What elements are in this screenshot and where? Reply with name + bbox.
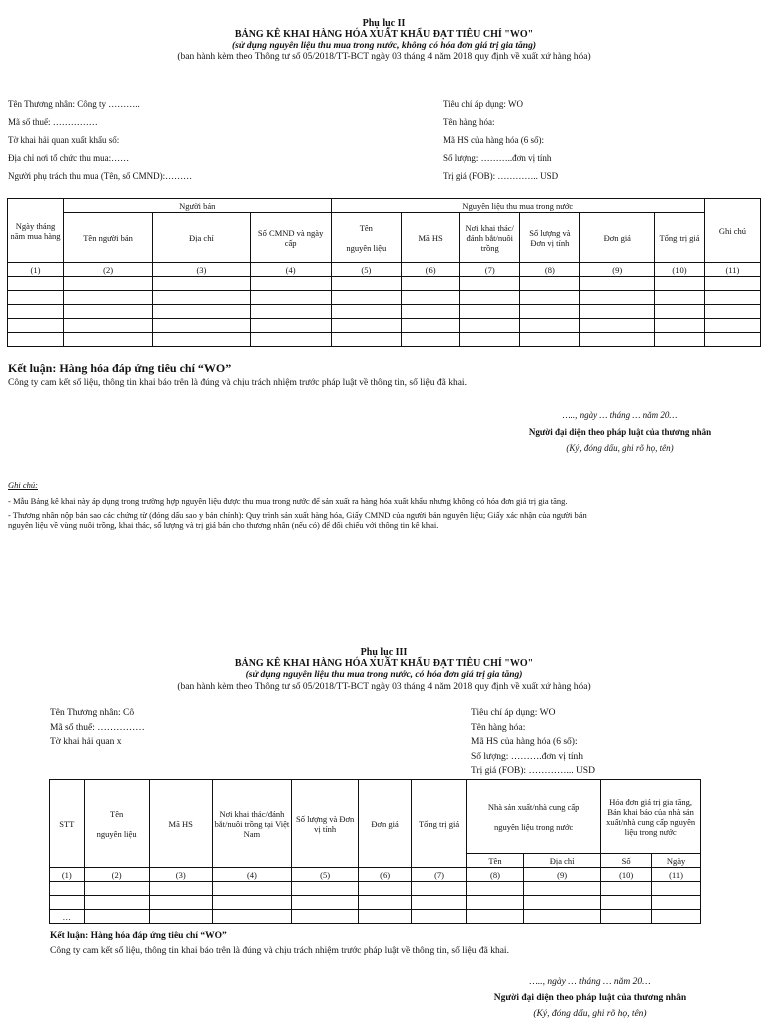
p3-field-hs: Mã HS của hàng hóa (6 số): (471, 737, 578, 747)
p3-h-qty: Số lượng và Đơn vị tính (292, 780, 359, 868)
p2-num: (11) (704, 263, 760, 277)
p2-representative: Người đại diện theo pháp luật của thương nhân (528, 427, 712, 437)
p2-h-material-group: Nguyên liệu thu mua trong nước (331, 199, 704, 213)
table-row (8, 291, 761, 305)
p3-h-nguyen-lieu: nguyên liệu (96, 828, 137, 839)
p3-h-origin: Nơi khai thác/đánh bắt/nuôi trồng tại Việt Nam (212, 780, 291, 868)
p2-h-note: Ghi chú (704, 199, 760, 263)
table-row (50, 882, 701, 896)
p2-num: (2) (64, 263, 153, 277)
p3-ellipsis: … (50, 910, 85, 924)
p3-num: (9) (523, 868, 600, 882)
p3-num: (10) (601, 868, 652, 882)
p3-h-supplier-a: Nhà sản xuất/nhà cung cấp (487, 801, 580, 812)
p2-note-2a: - Thương nhân nộp bản sao các chứng từ (đóng dấu sao y bản chính): Quy trình sản xuất hàng hóa, Giấy CMND của người bán nguyên liệu; Giấy xác nhận của người bán (8, 510, 587, 520)
p3-field-criteria: Tiêu chí áp dụng: WO (471, 708, 556, 718)
p2-h-seller-name: Tên người bán (64, 213, 153, 263)
p2-h-date: Ngày tháng năm mua hàng (8, 199, 64, 263)
p2-number-row (8, 263, 761, 277)
p3-num: (11) (652, 868, 701, 882)
p3-conclusion: Kết luận: Hàng hóa đáp ứng tiêu chí “WO” (50, 931, 227, 941)
p3-left-fields (50, 706, 145, 750)
p3-num: (4) (212, 868, 291, 882)
appendix-3-label: Phụ lục III (360, 647, 408, 658)
p2-field-criteria: Tiêu chí áp dụng: WO (443, 99, 523, 109)
p3-table (49, 779, 701, 924)
p3-h-material-name (84, 780, 149, 868)
p2-field-qty: Số lượng: ………..đơn vị tính (443, 153, 552, 163)
p2-h-id: Số CMND và ngày cấp (250, 213, 331, 263)
p2-note-1: - Mẫu Bảng kê khai này áp dụng trong trường hợp nguyên liệu được thu mua trong nước để sản xuất ra hàng hóa xuất khẩu nhưng không có hóa đơn giá trị gia tăng. (8, 496, 568, 506)
p2-field-address: Địa chỉ nơi tổ chức thu mua:…… (8, 153, 130, 163)
p3-h-sub-number: Số (601, 854, 652, 868)
p3-num: (7) (412, 868, 467, 882)
p2-h-qty: Số lượng và Đơn vị tính (520, 213, 580, 263)
p2-h-hs: Mã HS (402, 213, 460, 263)
appendix-2-subtitle: (sử dụng nguyên liệu thu mua trong nước, không có hóa đơn giá trị gia tăng) (231, 41, 536, 51)
p2-note-2b: nguyên liệu về vùng nuôi trồng, khai thác, số lượng và trị giá bán cho thương nhân (nếu có) để đối chiếu với thông tin kê khai. (8, 520, 439, 530)
p2-h-seller-group: Người bán (64, 199, 332, 213)
p3-num: (8) (467, 868, 524, 882)
p3-right-fields (471, 706, 595, 779)
p2-num: (9) (580, 263, 655, 277)
p2-table (7, 198, 761, 347)
p3-h-hs: Mã HS (149, 780, 212, 868)
appendix-2-label: Phụ lục II (362, 18, 406, 29)
p2-conclusion: Kết luận: Hàng hóa đáp ứng tiêu chí “WO” (8, 361, 232, 375)
p3-field-tax: Mã số thuế: …………… (50, 722, 145, 733)
p3-num: (1) (50, 868, 85, 882)
p2-h-ten: Tên (359, 222, 373, 233)
p2-h-address: Địa chỉ (153, 213, 250, 263)
table-row (8, 305, 761, 319)
p3-h-ten: Tên (110, 808, 124, 819)
table-row (50, 910, 701, 924)
p2-right-fields (443, 95, 558, 185)
p3-commitment: Công ty cam kết số liệu, thông tin khai báo trên là đúng và chịu trách nhiệm trước pháp luật về thông tin, số liệu đã khai. (50, 946, 509, 956)
p3-h-price: Đơn giá (359, 780, 412, 868)
p3-number-row (50, 868, 701, 882)
p2-date-line: ….., ngày … tháng … năm 20… (562, 410, 678, 420)
p2-field-customs: Tờ khai hải quan xuất khẩu số: (8, 135, 120, 145)
p2-num: (3) (153, 263, 250, 277)
p2-field-person: Người phụ trách thu mua (Tên, số CMND):……… (8, 171, 193, 181)
appendix-3-subtitle: (sử dụng nguyên liệu thu mua trong nước, có hóa đơn giá trị gia tăng) (245, 670, 523, 680)
p3-field-value: Trị giá (FOB): …………... USD (471, 766, 595, 776)
p3-h-supplier (467, 780, 601, 854)
p2-num: (6) (402, 263, 460, 277)
appendix-3-title: BẢNG KÊ KHAI HÀNG HÓA XUẤT KHẨU ĐẠT TIÊU CHÍ "WO" (234, 658, 534, 669)
table-row (8, 277, 761, 291)
p3-h-invoice: Hóa đơn giá trị gia tăng, Bản khai báo của nhà sản xuất/nhà cung cấp nguyên liệu trong nước (601, 780, 701, 854)
table-row (50, 896, 701, 910)
appendix-3-issued: (ban hành kèm theo Thông tư số 05/2018/TT-BCT ngày 03 tháng 4 năm 2018 quy định về xuất xứ hàng hóa) (177, 682, 591, 692)
p2-h-nguyen-lieu: nguyên liệu (346, 242, 387, 253)
p3-num: (5) (292, 868, 359, 882)
p2-field-goods: Tên hàng hóa: (443, 117, 495, 127)
p2-notes-title: Ghi chú: (8, 480, 38, 490)
p3-field-customs: Tờ khai hải quan x (50, 737, 122, 747)
p3-num: (2) (84, 868, 149, 882)
p2-left-fields (8, 95, 192, 185)
p3-date-line: ….., ngày … tháng … năm 20… (529, 977, 651, 987)
p2-num: (1) (8, 263, 64, 277)
p3-field-goods: Tên hàng hóa: (471, 722, 526, 733)
p2-sign-hint: (Ký, đóng dấu, ghi rõ họ, tên) (566, 443, 674, 453)
p3-h-total: Tổng trị giá (412, 780, 467, 868)
p3-h-stt: STT (50, 780, 85, 868)
p3-h-supplier-b: nguyên liệu trong nước (494, 821, 574, 832)
p2-h-material-name (331, 213, 402, 263)
p2-h-origin: Nơi khai thác/đánh bắt/nuôi trồng (460, 213, 520, 263)
p2-num: (4) (250, 263, 331, 277)
p3-h-sub-name: Tên (467, 854, 524, 868)
p2-h-total: Tổng trị giá (655, 213, 705, 263)
p2-field-value: Trị giá (FOB): ………….. USD (443, 171, 559, 181)
p2-h-price: Đơn giá (580, 213, 655, 263)
table-row (8, 319, 761, 333)
appendix-2-title: BẢNG KÊ KHAI HÀNG HÓA XUẤT KHẨU ĐẠT TIÊU CHÍ "WO" (234, 29, 534, 40)
p2-num: (8) (520, 263, 580, 277)
p2-field-company: Tên Thương nhân: Công ty ……….. (8, 99, 140, 109)
p2-num: (10) (655, 263, 705, 277)
p2-commitment: Công ty cam kết số liệu, thông tin khai báo trên là đúng và chịu trách nhiệm trước pháp luật về thông tin, số liệu đã khai. (8, 378, 467, 388)
p3-h-sub-date: Ngày (652, 854, 701, 868)
p2-num: (5) (331, 263, 402, 277)
p3-h-sub-address: Địa chỉ (523, 854, 600, 868)
p3-representative: Người đại diện theo pháp luật của thương nhân (493, 993, 687, 1003)
p2-field-hs: Mã HS của hàng hóa (6 số): (443, 135, 544, 145)
p3-field-qty: Số lượng: ……….đơn vị tính (471, 751, 584, 762)
p2-num: (7) (460, 263, 520, 277)
table-row (8, 333, 761, 347)
p3-num: (6) (359, 868, 412, 882)
p2-field-tax: Mã số thuế: …………… (8, 117, 98, 127)
appendix-2-issued: (ban hành kèm theo Thông tư số 05/2018/TT-BCT ngày 03 tháng 4 năm 2018 quy định về xuất xứ hàng hóa) (177, 52, 591, 62)
p3-sign-hint: (Ký, đóng dấu, ghi rõ họ, tên) (533, 1009, 647, 1019)
p3-field-company: Tên Thương nhân: Cô (50, 708, 135, 718)
p3-num: (3) (149, 868, 212, 882)
